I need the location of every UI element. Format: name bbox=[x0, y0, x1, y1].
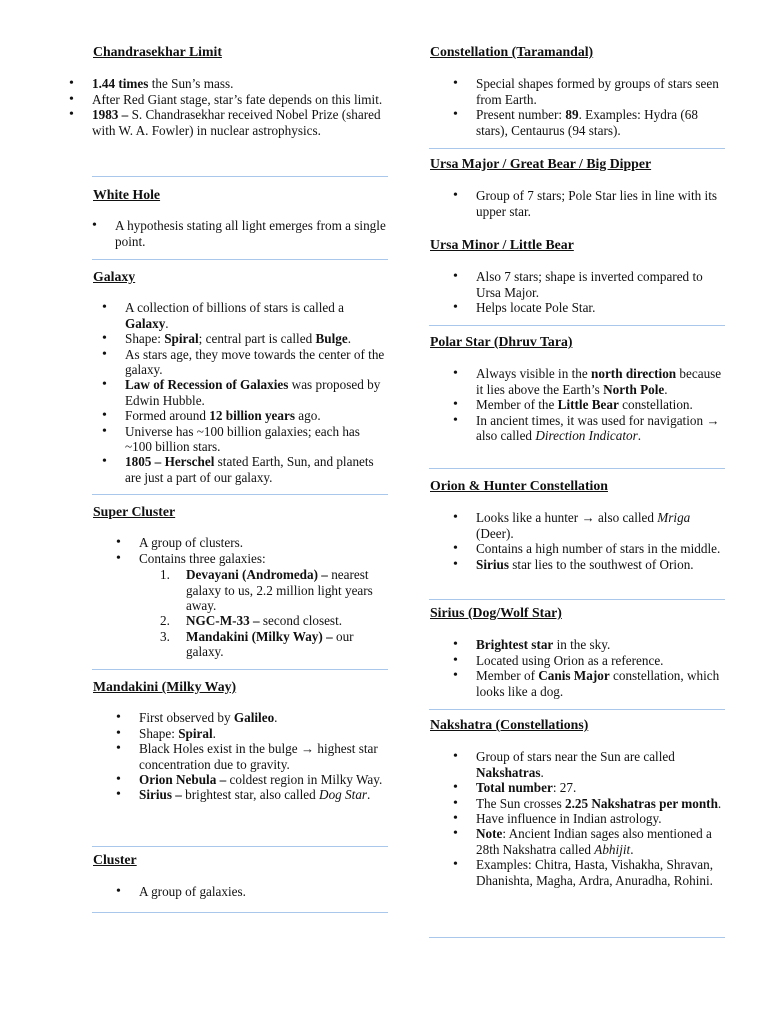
list-item: • Sirius – brightest star, also called Dog Star. bbox=[139, 787, 388, 802]
list-item: • Universe has ~100 billion galaxies; each has ~100 billion stars. bbox=[125, 424, 388, 455]
section-divider bbox=[429, 937, 725, 938]
list-item: • Always visible in the north direction because it lies above the Earth’s North Pole. bbox=[476, 366, 725, 397]
list-item: • Law of Recession of Galaxies was proposed by Edwin Hubble. bbox=[125, 377, 388, 408]
section-white-hole bbox=[92, 187, 388, 249]
section-constellation bbox=[429, 44, 725, 138]
section-cluster bbox=[92, 852, 388, 900]
section-divider bbox=[429, 325, 725, 326]
section-divider bbox=[92, 259, 388, 260]
list-item: • Black Holes exist in the bulge → highest star concentration due to gravity. bbox=[139, 741, 388, 772]
list-item: 3. Mandakini (Milky Way) – our galaxy. bbox=[160, 628, 354, 660]
section-title: Polar Star (Dhruv Tara) bbox=[430, 334, 573, 349]
section-divider bbox=[429, 599, 725, 600]
list-item: • After Red Giant stage, star’s fate depends on this limit. bbox=[92, 92, 388, 107]
section-title: Ursa Major / Great Bear / Big Dipper bbox=[430, 156, 652, 171]
section-title: Mandakini (Milky Way) bbox=[93, 679, 237, 694]
section-divider bbox=[92, 669, 388, 670]
section-divider bbox=[429, 148, 725, 149]
section-title: Cluster bbox=[93, 852, 137, 867]
section-title: Ursa Minor / Little Bear bbox=[430, 237, 574, 252]
section-polar-star bbox=[429, 334, 725, 443]
bullet-list bbox=[476, 749, 725, 888]
list-item: • Helps locate Pole Star. bbox=[476, 300, 725, 315]
bullet-list bbox=[139, 884, 388, 899]
bullet-list bbox=[92, 76, 388, 138]
list-item: • Also 7 stars; shape is inverted compared to Ursa Major. bbox=[476, 269, 725, 300]
bullet-list bbox=[139, 535, 388, 659]
section-ursa-major bbox=[429, 156, 725, 219]
list-item: • In ancient times, it was used for navigation → also called Direction Indicator. bbox=[476, 413, 725, 444]
list-item: • Looks like a hunter → also called Mriga (Deer). bbox=[476, 510, 725, 541]
section-title: Nakshatra (Constellations) bbox=[430, 717, 589, 732]
list-item: • Sirius star lies to the southwest of Orion. bbox=[476, 557, 725, 572]
section-divider bbox=[429, 468, 725, 469]
bullet-list bbox=[139, 710, 388, 802]
list-item: • Special shapes formed by groups of stars seen from Earth. bbox=[476, 76, 725, 107]
list-item: • Have influence in Indian astrology. bbox=[476, 811, 725, 826]
list-item: • Formed around 12 billion years ago. bbox=[125, 408, 388, 423]
section-ursa-minor bbox=[429, 237, 725, 316]
list-item: • Group of stars near the Sun are called Nakshatras. bbox=[476, 749, 725, 780]
list-item: • A hypothesis stating all light emerges from a single point. bbox=[115, 218, 388, 249]
section-chandrasekhar-limit bbox=[92, 44, 388, 138]
bullet-list bbox=[125, 300, 388, 485]
list-item: • Member of Canis Major constellation, which looks like a dog. bbox=[476, 668, 725, 699]
section-title: Orion & Hunter Constellation bbox=[430, 478, 608, 493]
list-item: • 1983 – S. Chandrasekhar received Nobel Prize (shared with W. A. Fowler) in nuclear astrophysics. bbox=[92, 107, 388, 138]
section-title: Constellation (Taramandal) bbox=[430, 44, 594, 59]
section-title: Galaxy bbox=[93, 269, 136, 284]
section-title: Sirius (Dog/Wolf Star) bbox=[430, 605, 562, 620]
list-item: • Located using Orion as a reference. bbox=[476, 653, 725, 668]
list-item: • Shape: Spiral. bbox=[139, 726, 388, 741]
list-item: • The Sun crosses 2.25 Nakshatras per month. bbox=[476, 796, 725, 811]
list-item: • Contains three galaxies: 1. Devayani (Andromeda) – nearest galaxy to us, 2.2 million light years away. 2. NGC-M-33 – second closest. 3. Mandakini (Milky Way) – our galaxy. bbox=[139, 551, 388, 660]
section-title: White Hole bbox=[93, 187, 161, 202]
list-item: • Shape: Spiral; central part is called Bulge. bbox=[125, 331, 388, 346]
section-divider bbox=[92, 176, 388, 177]
section-title: Super Cluster bbox=[93, 504, 176, 519]
list-item: • Note: Ancient Indian sages also mentioned a 28th Nakshatra called Abhijit. bbox=[476, 826, 725, 857]
section-orion bbox=[429, 478, 725, 572]
section-super-cluster bbox=[92, 504, 388, 660]
list-item: • First observed by Galileo. bbox=[139, 710, 388, 725]
section-divider bbox=[92, 846, 388, 847]
bullet-list bbox=[476, 637, 725, 699]
list-item: • 1.44 times the Sun’s mass. bbox=[92, 76, 388, 91]
bullet-list bbox=[115, 218, 388, 249]
section-divider bbox=[92, 494, 388, 495]
list-item: • Group of 7 stars; Pole Star lies in line with its upper star. bbox=[476, 188, 725, 219]
list-item: • Total number: 27. bbox=[476, 780, 725, 795]
numbered-list bbox=[160, 567, 388, 659]
list-item: • Brightest star in the sky. bbox=[476, 637, 725, 652]
list-item: • Orion Nebula – coldest region in Milky Way. bbox=[139, 772, 388, 787]
bullet-list bbox=[476, 188, 725, 219]
list-item: 2. NGC-M-33 – second closest. bbox=[160, 613, 343, 629]
list-item: • Member of the Little Bear constellation. bbox=[476, 397, 725, 412]
bullet-list bbox=[476, 510, 725, 572]
section-divider bbox=[429, 709, 725, 710]
bullet-list bbox=[476, 366, 725, 443]
list-item: • 1805 – Herschel stated Earth, Sun, and planets are just a part of our galaxy. bbox=[125, 454, 388, 485]
bullet-list bbox=[476, 76, 725, 138]
section-galaxy bbox=[92, 269, 388, 485]
section-title: Chandrasekhar Limit bbox=[93, 44, 222, 59]
list-item: • Examples: Chitra, Hasta, Vishakha, Shravan, Dhanishta, Magha, Ardra, Anuradha, Rohini. bbox=[476, 857, 725, 888]
bullet-list bbox=[476, 269, 725, 315]
section-sirius bbox=[429, 605, 725, 699]
list-item: • A group of galaxies. bbox=[139, 884, 388, 899]
list-item: • A collection of billions of stars is called a Galaxy. bbox=[125, 300, 388, 331]
list-item: • Present number: 89. Examples: Hydra (68 stars), Centaurus (94 stars). bbox=[476, 107, 725, 138]
section-nakshatra bbox=[429, 717, 725, 888]
list-item: • A group of clusters. bbox=[139, 535, 388, 550]
list-item: • As stars age, they move towards the center of the galaxy. bbox=[125, 347, 388, 378]
section-divider bbox=[92, 912, 388, 913]
list-item: • Contains a high number of stars in the middle. bbox=[476, 541, 725, 556]
section-mandakini bbox=[92, 679, 388, 803]
list-item: 1. Devayani (Andromeda) – nearest galaxy to us, 2.2 million light years away. bbox=[160, 567, 373, 614]
